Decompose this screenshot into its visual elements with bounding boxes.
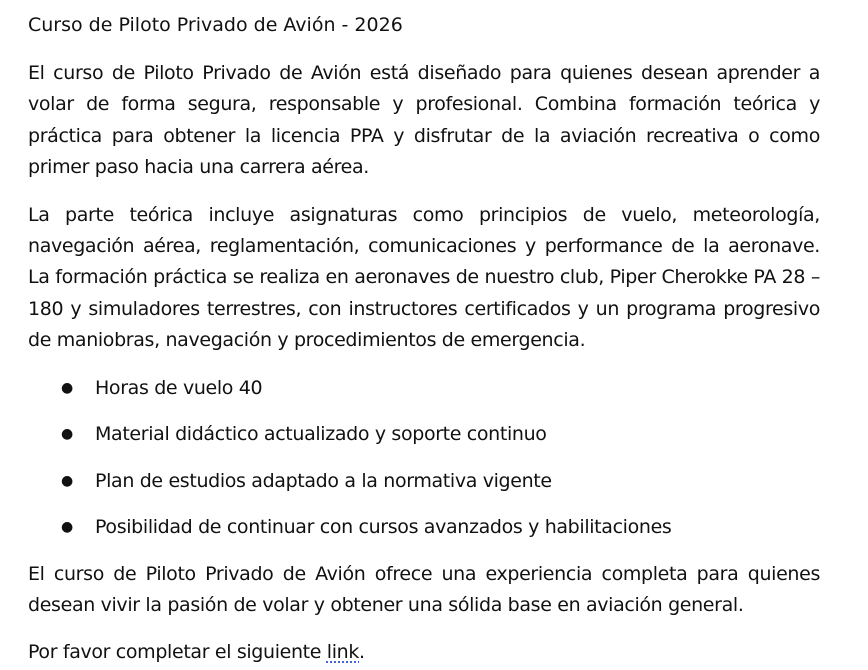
document-title: Curso de Piloto Privado de Avión - 2026 [28, 14, 403, 36]
list-item [28, 373, 820, 403]
list-item [28, 466, 820, 496]
list-item-text: Horas de vuelo 40 [95, 376, 263, 399]
closing-paragraph: El curso de Piloto Privado de Avión ofrece una experiencia completa para quienes desean vivir la pasión de volar y obtener una sólida base en aviación general. [28, 562, 820, 617]
intro-paragraph: El curso de Piloto Privado de Avión está diseñado para quienes desean aprender a volar de forma segura, responsable y profesional. Combina formación teórica y práctica para obtener la licencia PPA y disfrutar de la aviación recreativa o como primer paso hacia una carrera aérea. [28, 62, 820, 179]
list-item-text: Material didáctico actualizado y soporte continuo [95, 423, 547, 446]
list-item-text: Posibilidad de continuar con cursos avanzados y habilitaciones [95, 516, 672, 539]
call-to-action-line [28, 637, 820, 667]
list-item-text: Plan de estudios adaptado a la normativa vigente [95, 469, 552, 492]
bullet-icon: ● [61, 519, 73, 536]
features-list [28, 373, 820, 543]
list-item [28, 512, 820, 542]
bullet-icon: ● [61, 472, 73, 489]
bullet-icon: ● [61, 379, 73, 396]
call-to-action-prefix: Por favor completar el siguiente [28, 641, 327, 664]
details-paragraph: La parte teórica incluye asignaturas como principios de vuelo, meteorología, navegación aérea, reglamentación, comunicaciones y performance de la aeronave. La formación práctica se realiza en aeronaves de nuestro club, Piper Cherokke PA 28 – 180 y simuladores terrestres, con instructores certificados y un programa progresivo de maniobras, navegación y procedimientos de emergencia. [28, 203, 820, 352]
form-link[interactable]: link [326, 641, 359, 664]
bullet-icon: ● [61, 426, 73, 443]
list-item [28, 419, 820, 449]
call-to-action-suffix: . [359, 641, 365, 664]
